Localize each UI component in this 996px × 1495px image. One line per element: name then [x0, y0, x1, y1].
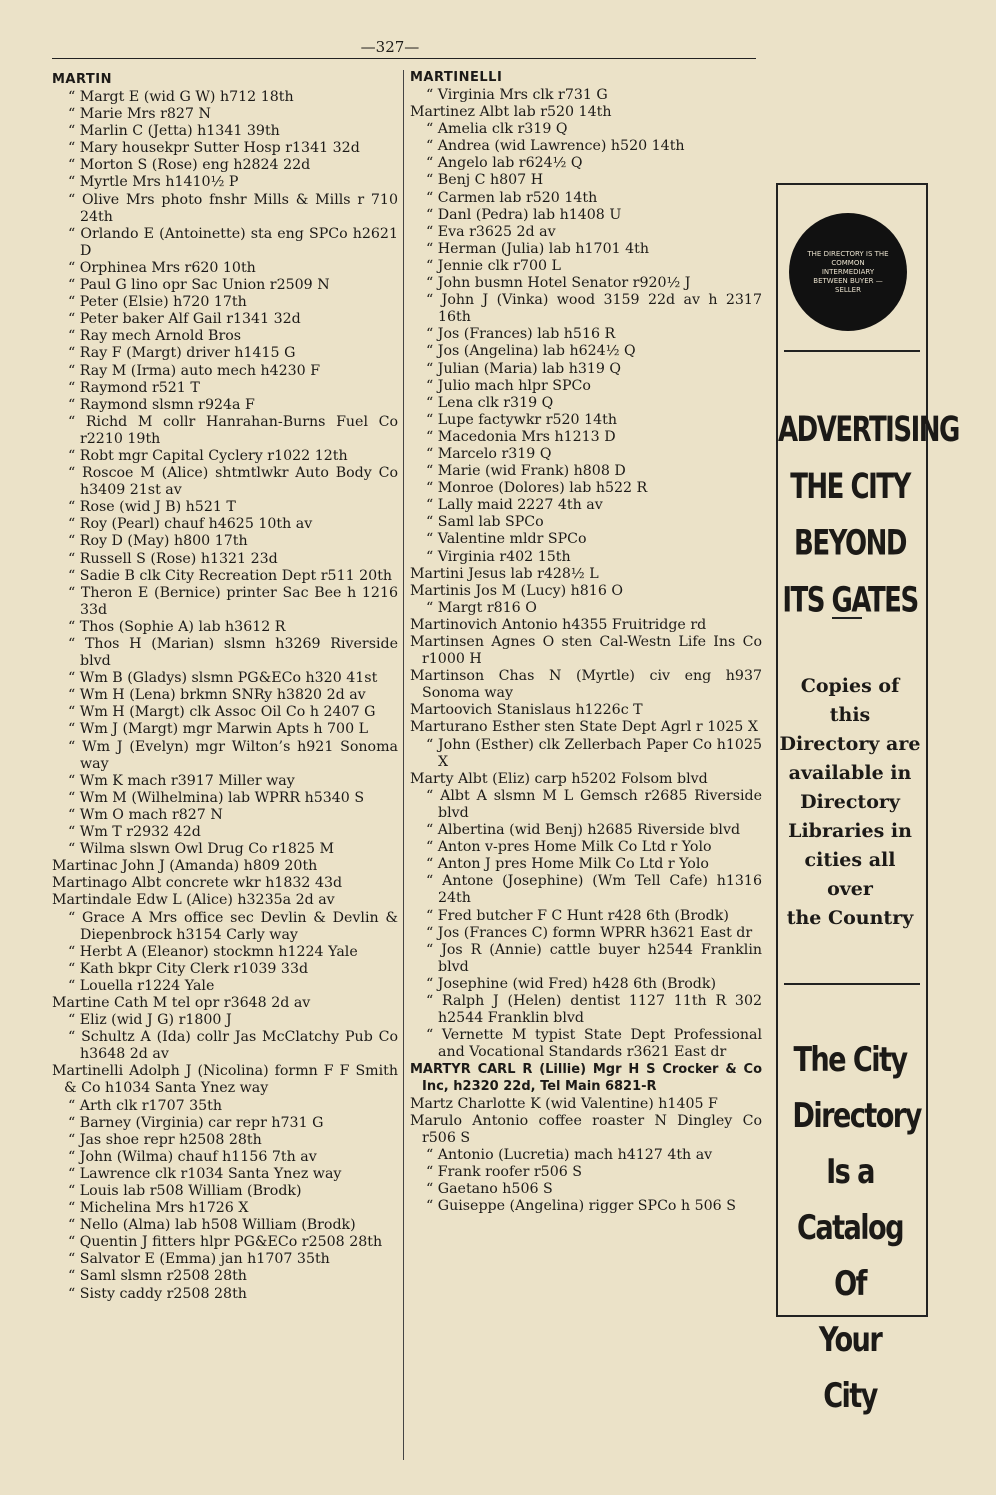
directory-entry: “ Thos (Sophie A) lab h3612 R	[68, 618, 286, 635]
directory-entry: “ Anton J pres Home Milk Co Ltd r Yolo	[426, 856, 709, 873]
directory-entry: “ Myrtle Mrs h1410½ P	[68, 174, 239, 191]
directory-entry: “ Ray M (Irma) auto mech h4230 F	[68, 362, 321, 379]
directory-entry: “ Barney (Virginia) car repr h731 G	[68, 1114, 324, 1131]
directory-entry: “ Angelo lab r624½ Q	[426, 155, 583, 172]
directory-entry: “ Orphinea Mrs r620 10th	[68, 259, 256, 276]
directory-entry: Martindale Edw L (Alice) h3235a 2d av	[52, 892, 335, 909]
directory-entry: “ Benj C h807 H	[426, 172, 544, 189]
directory-entry: “ Eva r3625 2d av	[426, 223, 556, 240]
notice-line: Copies of	[800, 675, 900, 697]
copies-notice	[778, 672, 922, 933]
directory-seal	[789, 213, 907, 331]
directory-entry: “ Mary housekpr Sutter Hosp r1341 32d	[68, 140, 360, 157]
directory-entry: “ Grace A Mrs office sec Devlin & Devlin & Diepenbrock h3154 Carly way	[68, 909, 398, 943]
directory-entry: “ Marcelo r319 Q	[426, 445, 552, 462]
directory-entry: “ Julian (Maria) lab h319 Q	[426, 360, 622, 377]
notice-line: Libraries in	[788, 820, 912, 842]
directory-entry: “ Herman (Julia) lab h1701 4th	[426, 240, 650, 257]
directory-entry: “ Valentine mldr SPCo	[426, 531, 587, 548]
directory-entry: “ Wm K mach r3917 Miller way	[68, 772, 295, 789]
directory-entry: “ Wm M (Wilhelmina) lab WPRR h5340 S	[68, 789, 365, 806]
directory-entry: “ Vernette M typist State Dept Professional and Vocational Standards r3621 East dr	[426, 1027, 762, 1061]
directory-entry: “ John J (Vinka) wood 3159 22d av h 2317 16th	[426, 292, 762, 326]
directory-entry: “ Wm H (Lena) brkmn SNRy h3820 2d av	[68, 687, 366, 704]
directory-entry: “ Margt r816 O	[426, 599, 537, 616]
directory-entry: “ Albertina (wid Benj) h2685 Riverside blvd	[426, 822, 741, 839]
directory-entry: “ Eliz (wid J G) r1800 J	[68, 1012, 232, 1029]
directory-entry: “ Marie (wid Frank) h808 D	[426, 463, 626, 480]
directory-entry: “ Jos (Frances) lab h516 R	[426, 326, 616, 343]
directory-entry: “ Raymond r521 T	[68, 379, 200, 396]
directory-entry: “ Amelia clk r319 Q	[426, 121, 568, 138]
directory-entry: “ Nello (Alma) lab h508 William (Brodk)	[68, 1217, 356, 1234]
directory-entry: Martinez Albt lab r520 14th	[410, 104, 612, 121]
divider	[784, 983, 920, 985]
directory-entry: “ Michelina Mrs h1726 X	[68, 1200, 249, 1217]
directory-entry: “ Arth clk r1707 35th	[68, 1097, 223, 1114]
directory-entry: Martini Jesus lab r428½ L	[410, 565, 599, 582]
directory-entry: “ Macedonia Mrs h1213 D	[426, 428, 616, 445]
notice-line: Directory	[800, 791, 900, 813]
directory-entry: “ Ralph J (Helen) dentist 1127 11th R 302 h2544 Franklin blvd	[426, 992, 762, 1027]
notice-line: this	[829, 704, 871, 726]
directory-entry: “ Jos (Angelina) lab h624½ Q	[426, 343, 636, 360]
directory-entry: “ Wm O mach r827 N	[68, 806, 223, 823]
directory-entry: “ Saml lab SPCo	[426, 514, 544, 531]
directory-entry: “ Frank roofer r506 S	[426, 1163, 582, 1180]
directory-entry: Martoovich Stanislaus h1226c T	[410, 702, 643, 719]
slogan-line: Directory	[792, 1096, 921, 1136]
directory-entry: “ Quentin J fitters hlpr PG&ECo r2508 28th	[68, 1234, 383, 1251]
directory-entry: “ John busmn Hotel Senator r920½ J	[426, 275, 691, 292]
directory-entry: “ Guiseppe (Angelina) rigger SPCo h 506 S	[426, 1198, 736, 1215]
directory-entry: “ John (Wilma) chauf h1156 7th av	[68, 1148, 317, 1165]
directory-entry: “ Raymond slsmn r924a F	[68, 396, 255, 413]
directory-entry: “ Theron E (Bernice) printer Sac Bee h 1216 33d	[68, 584, 398, 618]
directory-entry: “ Josephine (wid Fred) h428 6th (Brodk)	[426, 975, 717, 992]
directory-entry: “ Carmen lab r520 14th	[426, 189, 598, 206]
directory-entry: “ Louella r1224 Yale	[68, 977, 215, 994]
entry-list	[410, 87, 762, 1215]
directory-entry: Marulo Antonio coffee roaster N Dingley Co r506 S	[410, 1112, 762, 1146]
entry-list	[52, 89, 398, 1303]
header-rule	[52, 58, 756, 59]
column-heading: MARTIN	[52, 72, 113, 87]
directory-entry: Martinago Albt concrete wkr h1832 43d	[52, 875, 343, 892]
directory-entry: “ Roy (Pearl) chauf h4625 10th av	[68, 516, 313, 533]
directory-entry: Martinovich Antonio h4355 Fruitridge rd	[410, 616, 707, 633]
directory-entry: “ Russell S (Rose) h1321 23d	[68, 550, 278, 567]
directory-entry: “ Rose (wid J B) h521 T	[68, 499, 236, 516]
slogan-line: BEYOND	[794, 523, 906, 564]
slogan-line: Is a	[826, 1152, 874, 1192]
directory-entry: “ Gaetano h506 S	[426, 1181, 553, 1197]
directory-entry: “ Peter (Elsie) h720 17th	[68, 294, 247, 311]
directory-entry: “ Antonio (Lucretia) mach h4127 4th av	[426, 1146, 713, 1163]
directory-entry: “ Anton v-pres Home Milk Co Ltd r Yolo	[426, 839, 712, 856]
directory-entry: “ Antone (Josephine) (Wm Tell Cafe) h1316 24th	[426, 873, 762, 907]
page-number: —327—	[360, 38, 420, 56]
directory-entry: “ Richd M collr Hanrahan-Burns Fuel Co r2210 19th	[68, 413, 398, 447]
directory-entry: “ Wm B (Gladys) slsmn PG&ECo h320 41st	[68, 670, 378, 687]
directory-entry: “ Kath bkpr City Clerk r1039 33d	[68, 960, 309, 977]
directory-entry: “ Jas shoe repr h2508 28th	[68, 1131, 262, 1148]
directory-entry: “ Lally maid 2227 4th av	[426, 497, 603, 514]
directory-entry: “ Olive Mrs photo fnshr Mills & Mills r 710 24th	[68, 191, 398, 225]
directory-entry: “ Thos H (Marian) slsmn h3269 Riverside blvd	[68, 636, 398, 670]
directory-entry: “ Herbt A (Eleanor) stockmn h1224 Yale	[68, 943, 358, 960]
catalog-slogan	[792, 1032, 921, 1424]
directory-entry: Martz Charlotte K (wid Valentine) h1405 F	[410, 1095, 718, 1112]
directory-entry: “ Albt A slsmn M L Gemsch r2685 Riverside blvd	[426, 787, 762, 821]
directory-entry: “ Wilma slswn Owl Drug Co r1825 M	[68, 841, 335, 858]
slogan-line: Your City	[818, 1320, 882, 1416]
directory-entry: “ Salvator E (Emma) jan h1707 35th	[68, 1251, 330, 1268]
slogan-line: ADVERTISING	[778, 410, 959, 451]
directory-entry: “ Fred butcher F C Hunt r428 6th (Brodk)	[426, 907, 729, 924]
directory-entry: “ Robt mgr Capital Cyclery r1022 12th	[68, 447, 348, 464]
divider	[784, 350, 920, 352]
notice-line: available in	[788, 762, 912, 784]
directory-entry: “ Jos R (Annie) cattle buyer h2544 Franklin blvd	[426, 941, 762, 975]
column-heading: MARTINELLI	[410, 70, 503, 85]
directory-entry: “ Roscoe M (Alice) shtmtlwkr Auto Body Co h3409 21st av	[68, 465, 398, 499]
slogan-line: ITS GATES	[782, 580, 918, 621]
directory-entry: “ Peter baker Alf Gail r1341 32d	[68, 311, 301, 328]
directory-entry: MARTYR CARL R (Lillie) Mgr H S Crocker & Co Inc, h2320 22d, Tel Main 6821-R	[410, 1062, 762, 1095]
seal-text: THE DIRECTORY IS THE COMMON INTERMEDIARY BETWEEN BUYER — SELLER	[807, 249, 889, 294]
directory-entry: “ Danl (Pedra) lab h1408 U	[426, 206, 622, 223]
directory-entry: “ Lupe factywkr r520 14th	[426, 411, 617, 428]
notice-line: the Country	[786, 907, 914, 929]
directory-entry: “ Wm J (Evelyn) mgr Wilton’s h921 Sonoma way	[68, 738, 398, 772]
directory-entry: “ Morton S (Rose) eng h2824 22d	[68, 157, 311, 174]
directory-entry: Martinson Chas N (Myrtle) civ eng h937 Sonoma way	[410, 668, 762, 702]
directory-entry: “ Wm T r2932 42d	[68, 824, 201, 841]
directory-entry: Martinsen Agnes O sten Cal-Westn Life Ins Co r1000 H	[410, 634, 762, 668]
right-column	[410, 70, 762, 1215]
directory-entry: “ Louis lab r508 William (Brodk)	[68, 1183, 302, 1199]
directory-entry: “ Virginia Mrs clk r731 G	[426, 87, 608, 103]
directory-entry: “ Jos (Frances C) formn WPRR h3621 East dr	[426, 924, 753, 941]
left-column	[52, 72, 398, 1303]
directory-entry: Martinis Jos M (Lucy) h816 O	[410, 582, 623, 599]
directory-entry: “ Ray mech Arnold Bros	[68, 328, 242, 345]
directory-entry: “ Andrea (wid Lawrence) h520 14th	[426, 138, 685, 155]
column-divider	[403, 70, 404, 1460]
directory-entry: “ Sisty caddy r2508 28th	[68, 1285, 247, 1302]
directory-entry: “ Monroe (Dolores) lab h522 R	[426, 480, 648, 497]
directory-entry: “ Jennie clk r700 L	[426, 257, 561, 274]
directory-entry: “ Lawrence clk r1034 Santa Ynez way	[68, 1165, 342, 1182]
directory-entry: “ Virginia r402 15th	[426, 548, 571, 565]
directory-entry: “ Roy D (May) h800 17th	[68, 533, 248, 550]
short-divider	[832, 617, 862, 619]
directory-entry: “ Marie Mrs r827 N	[68, 106, 211, 123]
directory-entry: “ Paul G lino opr Sac Union r2509 N	[68, 277, 330, 294]
advertising-slogan	[778, 402, 959, 629]
directory-entry: Martinac John J (Amanda) h809 20th	[52, 858, 318, 875]
notice-line: Directory are	[779, 733, 921, 755]
slogan-line: THE CITY	[790, 466, 910, 508]
directory-entry: “ Wm H (Margt) clk Assoc Oil Co h 2407 G	[68, 704, 376, 721]
directory-entry: “ Wm J (Margt) mgr Marwin Apts h 700 L	[68, 721, 369, 738]
slogan-line: Catalog Of	[797, 1208, 903, 1304]
notice-line: cities all	[804, 849, 896, 871]
notice-line: over	[827, 878, 873, 900]
directory-entry: Martine Cath M tel opr r3648 2d av	[52, 994, 311, 1011]
directory-entry: “ Lena clk r319 Q	[426, 394, 554, 411]
directory-entry: Marty Albt (Eliz) carp h5202 Folsom blvd	[410, 770, 708, 787]
directory-entry: “ Sadie B clk City Recreation Dept r511 20th	[68, 567, 393, 584]
directory-entry: “ Orlando E (Antoinette) sta eng SPCo h2621 D	[68, 225, 398, 259]
directory-entry: “ Marlin C (Jetta) h1341 39th	[68, 123, 280, 140]
directory-entry: “ Margt E (wid G W) h712 18th	[68, 89, 294, 105]
directory-entry: “ Saml slsmn r2508 28th	[68, 1268, 247, 1285]
directory-entry: Martinelli Adolph J (Nicolina) formn F F Smith & Co h1034 Santa Ynez way	[52, 1063, 398, 1097]
directory-entry: “ Julio mach hlpr SPCo	[426, 377, 591, 394]
slogan-line: The City	[793, 1040, 907, 1080]
directory-entry: Marturano Esther sten State Dept Agrl r 1025 X	[410, 719, 758, 736]
directory-entry: “ Ray F (Margt) driver h1415 G	[68, 345, 296, 362]
directory-entry: “ John (Esther) clk Zellerbach Paper Co h1025 X	[426, 736, 762, 770]
directory-entry: “ Schultz A (Ida) collr Jas McClatchy Pub Co h3648 2d av	[68, 1029, 398, 1063]
